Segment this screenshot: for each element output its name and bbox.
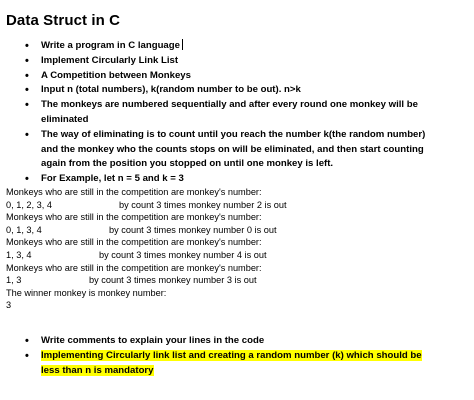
example-line bbox=[6, 299, 446, 312]
example-line bbox=[6, 236, 446, 249]
bullet-text: For Example, let n = 5 and k = 3 bbox=[41, 173, 184, 185]
example-line bbox=[6, 186, 446, 199]
example-line bbox=[6, 249, 446, 262]
bullet-icon: • bbox=[25, 99, 29, 112]
highlighted-text: Implementing Circularly link list and creating a random number (k) which should be less than n is mandatory bbox=[41, 349, 422, 376]
bullet-item bbox=[2, 39, 442, 54]
bullet-text: The monkeys are numbered sequentially and after every round one monkey will be eliminated bbox=[41, 99, 418, 125]
bullet-text: Implement Circularly Link List bbox=[41, 54, 179, 66]
remaining-numbers: 1, 3 bbox=[6, 275, 22, 286]
notes-list bbox=[2, 334, 442, 378]
example-line bbox=[6, 274, 446, 287]
winner-number: 3 bbox=[6, 300, 12, 311]
elimination-note: by count 3 times monkey number 4 is out bbox=[99, 249, 267, 260]
bullet-text: A Competition between Monkeys bbox=[41, 69, 191, 81]
example-line bbox=[6, 224, 446, 237]
bullet-item bbox=[2, 172, 442, 187]
remaining-numbers: 0, 1, 3, 4 bbox=[6, 224, 42, 235]
bullet-item-highlighted bbox=[2, 349, 442, 379]
example-line bbox=[6, 262, 446, 275]
example-text: Monkeys who are still in the competition are monkey's number: bbox=[6, 187, 262, 197]
elimination-note: by count 3 times monkey number 3 is out bbox=[89, 275, 257, 286]
bullet-item bbox=[2, 334, 442, 349]
bullet-icon: • bbox=[25, 173, 29, 186]
bullet-text: Write comments to explain your lines in the code bbox=[41, 335, 265, 346]
bullet-text: The way of eliminating is to count until you reach the number k(the random number) and the monkey who the counts stops on will be eliminated, and then start counting again from the position you stopped on until one monkey is left. bbox=[41, 128, 426, 170]
bullet-text: Write a program in C language bbox=[41, 40, 180, 51]
text-cursor bbox=[182, 39, 183, 50]
bullet-item bbox=[2, 69, 442, 84]
bullet-icon: • bbox=[25, 349, 29, 362]
document-title: Data Struct in C bbox=[6, 12, 121, 29]
bullet-icon: • bbox=[25, 54, 29, 67]
example-text: Monkeys who are still in the competition are monkey's number: bbox=[6, 262, 262, 273]
example-block bbox=[6, 186, 446, 312]
bullet-icon: • bbox=[25, 335, 29, 347]
remaining-numbers: 1, 3, 4 bbox=[6, 249, 32, 260]
bullet-icon: • bbox=[25, 40, 29, 52]
bullet-icon: • bbox=[25, 84, 29, 97]
bullet-text: Input n (total numbers), k(random number to be out). n>k bbox=[41, 84, 301, 96]
bullet-item bbox=[2, 83, 442, 98]
bullet-icon: • bbox=[25, 69, 29, 82]
bullet-item bbox=[2, 98, 442, 128]
bullet-item bbox=[2, 128, 442, 172]
example-line bbox=[6, 199, 446, 212]
bullet-icon: • bbox=[25, 128, 29, 141]
remaining-numbers: 0, 1, 2, 3, 4 bbox=[6, 199, 52, 210]
winner-text: The winner monkey is monkey number: bbox=[6, 287, 167, 298]
example-line bbox=[6, 211, 446, 224]
bullet-item bbox=[2, 54, 442, 69]
elimination-note: by count 3 times monkey number 2 is out bbox=[119, 199, 287, 210]
example-line bbox=[6, 287, 446, 300]
requirements-list bbox=[2, 39, 442, 187]
example-text: Monkeys who are still in the competition are monkey's number: bbox=[6, 212, 262, 223]
example-text: Monkeys who are still in the competition are monkey's number: bbox=[6, 237, 262, 248]
elimination-note: by count 3 times monkey number 0 is out bbox=[109, 224, 277, 235]
